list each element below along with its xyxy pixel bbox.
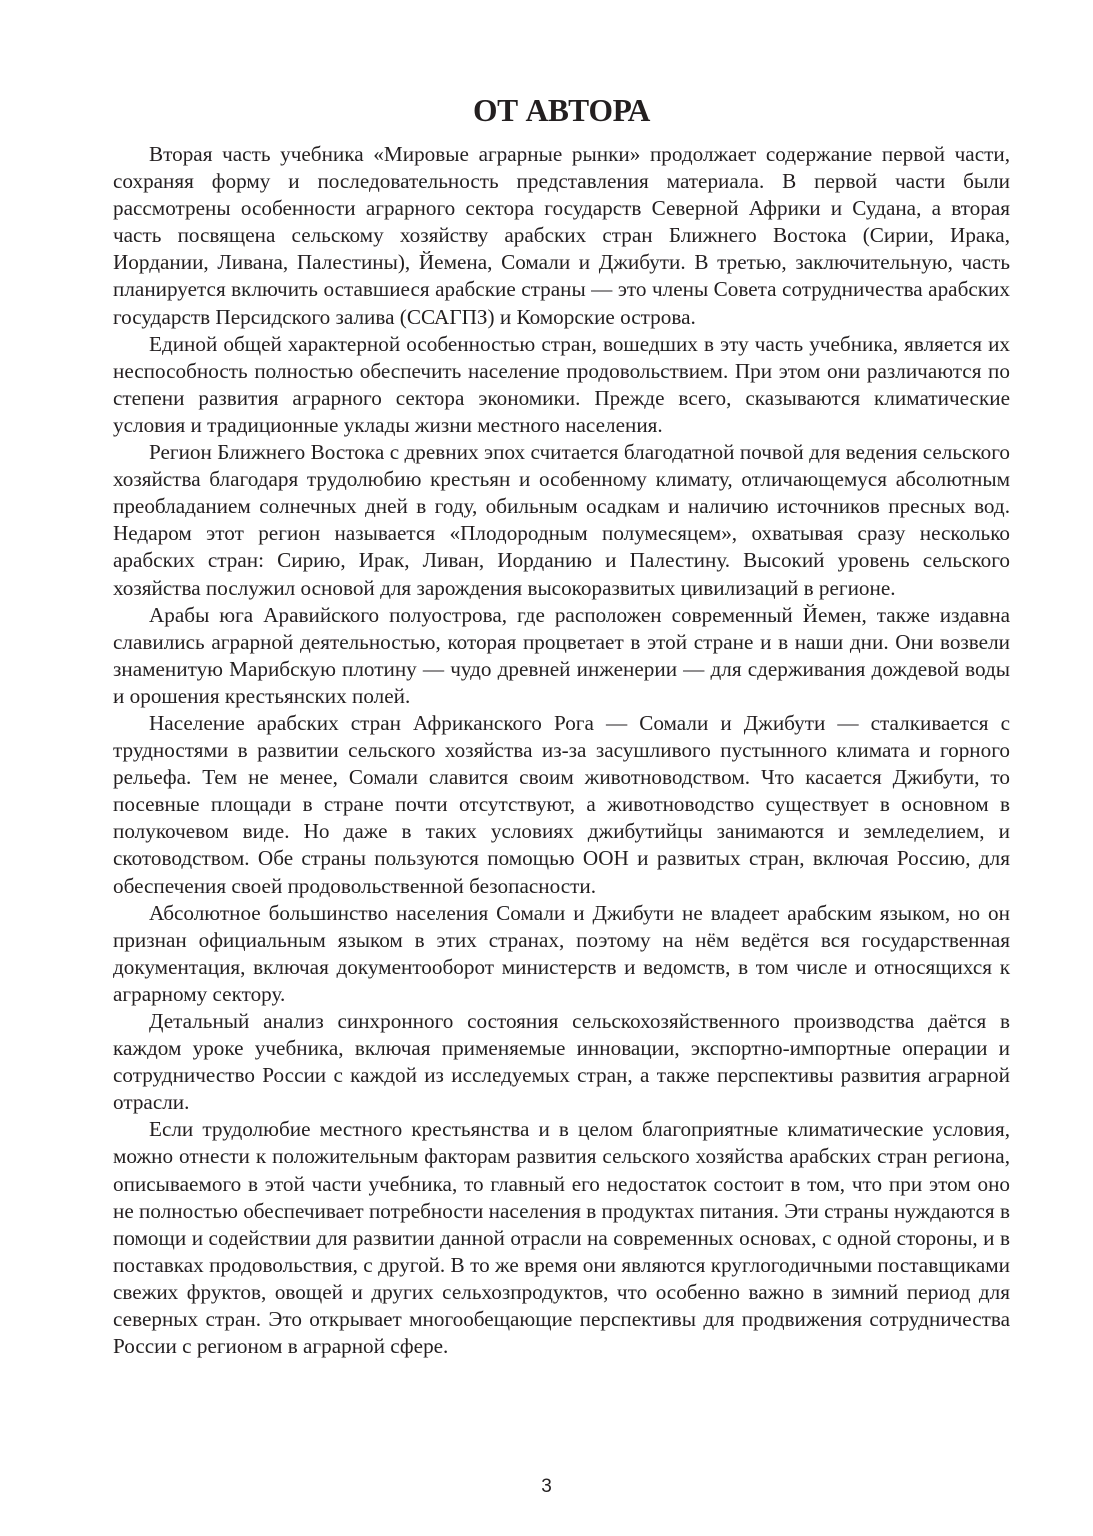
page-body <box>113 92 1010 1360</box>
paragraph-2: Единой общей характерной особенностью стран, вошедших в эту часть учебника, является их неспособность полностью обеспечить население продовольствием. При этом они различаются по степени развития аграрного сектора экономики. Прежде всего, сказываются климатические условия и традиционные уклады жизни местного населения. <box>113 331 1010 437</box>
paragraph-5: Население арабских стран Африканского Рога — Сомали и Джибути — сталкивается с трудностями в развитии сельского хозяйства из-за засушливого пустынного климата и горного рельефа. Тем не менее, Сомали славится своим животноводством. Что касается Джибути, то посевные площади в стране почти отсутствуют, а животноводство существует в основном в полукочевом виде. Но даже в таких условиях джибутийцы занимаются и земледелием, и скотоводством. Обе страны пользуются помощью ООН и развитых стран, включая Россию, для обеспечения своей продовольственной безопасности. <box>113 710 1010 898</box>
paragraph-8: Если трудолюбие местного крестьянства и в целом благоприятные климатические условия, можно отнести к положительным факторам развития сельского хозяйства арабских стран региона, описываемого в этой части учебника, то главный его недостаток состоит в том, что при этом оно не полностью обеспечивает потребности населения в продуктах питания. Эти страны нуждаются в помощи и содействии для развитии данной отрасли на современных основах, с одной стороны, и в поставках продовольствия, с другой. В то же время они являются круглогодичными поставщиками свежих фруктов, овощей и других сельхозпродуктов, что особенно важно в зимний период для северных стран. Это открывает многообещающие перспективы для продвижения сотрудничества России с регионом в аграрной сфере. <box>113 1117 1010 1359</box>
paragraph-4: Арабы юга Аравийского полуострова, где расположен современный Йемен, также издавна славились аграрной деятельностью, которая процветает в этой стране и в наши дни. Они возвели знаменитую Марибскую плотину — чудо древней инженерии — для сдерживания дождевой воды и орошения крестьянских полей. <box>113 602 1010 708</box>
page-title: ОТ АВТОРА <box>472 93 651 128</box>
paragraph-3: Регион Ближнего Востока с древних эпох считается благодатной почвой для ведения сельского хозяйства благодаря трудолюбию крестьян и особенному климату, отличающемуся абсолютным преобладанием солнечных дней в году, обильным осадкам и наличию источников пресных вод. Недаром этот регион называется «Плодородным полумесяцем», охватывая сразу несколько арабских стран: Сирию, Ирак, Ливан, Иорданию и Палестину. Высокий уровень сельского хозяйства послужил основой для зарождения высокоразвитых цивилизаций в регионе. <box>113 440 1010 600</box>
page-number: 3 <box>541 1476 552 1497</box>
paragraph-1: Вторая часть учебника «Мировые аграрные рынки» продолжает содержание первой части, сохраняя форму и последовательность представления материала. В первой части были рассмотрены особенности аграрного сектора государств Северной Африки и Судана, а вторая часть посвящена сельскому хозяйству арабских стран Ближнего Востока (Сирии, Ирака, Иордании, Ливана, Палестины), Йемена, Сомали и Джибути. В третью, заключительную, часть планируется включить оставшиеся арабские страны — это члены Совета сотрудничества арабских государств Персидского залива (ССАГПЗ) и Коморские острова. <box>113 142 1010 329</box>
paragraph-6: Абсолютное большинство населения Сомали и Джибути не владеет арабским языком, но он признан официальным языком в этих странах, поэтому на нём ведётся вся государственная документация, включая документооборот министерств и ведомств, в том числе и относящихся к аграрному сектору. <box>113 900 1010 1006</box>
paragraph-7: Детальный анализ синхронного состояния сельскохозяйственного производства даётся в каждом уроке учебника, включая применяемые инновации, экспортно-импортные операции и сотрудничество России с каждой из исследуемых стран, а также перспективы развития аграрной отрасли. <box>113 1009 1010 1115</box>
